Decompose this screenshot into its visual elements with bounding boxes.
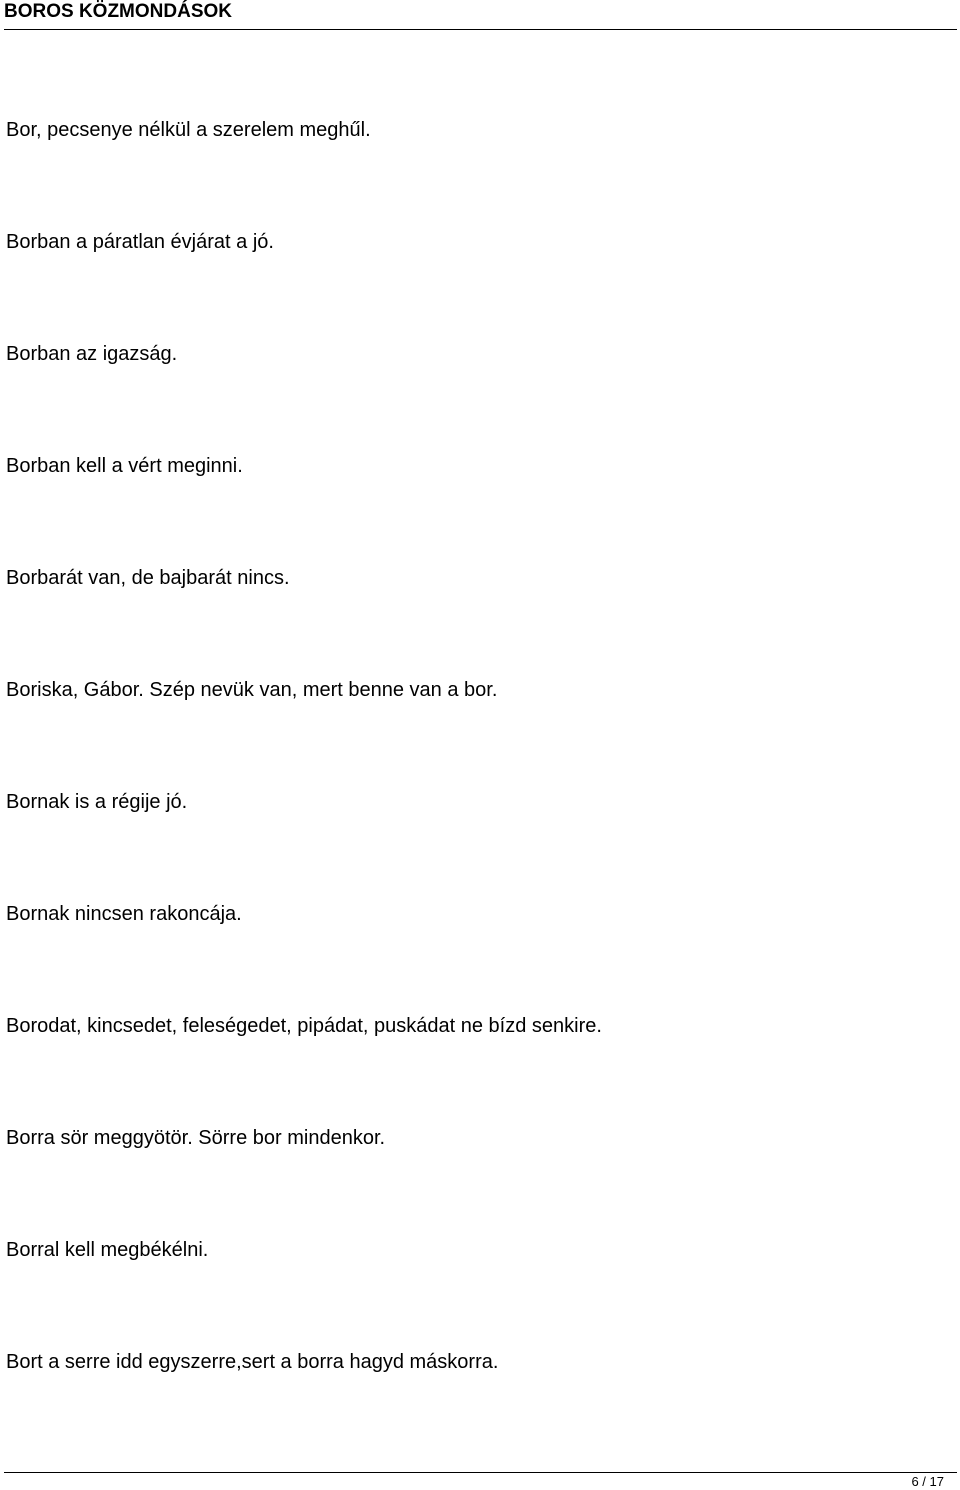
proverb-line: Borral kell megbékélni. bbox=[6, 1239, 209, 1261]
proverb-line: Borban az igazság. bbox=[6, 343, 178, 365]
header-rule bbox=[4, 29, 957, 30]
proverb-line: Boriska, Gábor. Szép nevük van, mert benne van a bor. bbox=[6, 679, 498, 701]
proverb-line: Bort a serre idd egyszerre,sert a borra hagyd máskorra. bbox=[6, 1351, 499, 1373]
proverb-line: Borra sör meggyötör. Sörre bor mindenkor. bbox=[6, 1127, 386, 1149]
proverb-line: Borodat, kincsedet, feleségedet, pipádat, puskádat ne bízd senkire. bbox=[6, 1015, 602, 1037]
proverb-line: Borbarát van, de bajbarát nincs. bbox=[6, 567, 290, 589]
proverb-line: Bor, pecsenye nélkül a szerelem meghűl. bbox=[6, 119, 371, 141]
footer-rule bbox=[4, 1472, 957, 1473]
document-title: BOROS KÖZMONDÁSOK bbox=[4, 1, 232, 22]
proverb-line: Borban a páratlan évjárat a jó. bbox=[6, 231, 274, 253]
proverb-line: Borban kell a vért meginni. bbox=[6, 455, 243, 477]
proverb-line: Bornak is a régije jó. bbox=[6, 791, 188, 813]
proverb-line: Bornak nincsen rakoncája. bbox=[6, 903, 242, 925]
page-number: 6 / 17 bbox=[911, 1474, 944, 1489]
